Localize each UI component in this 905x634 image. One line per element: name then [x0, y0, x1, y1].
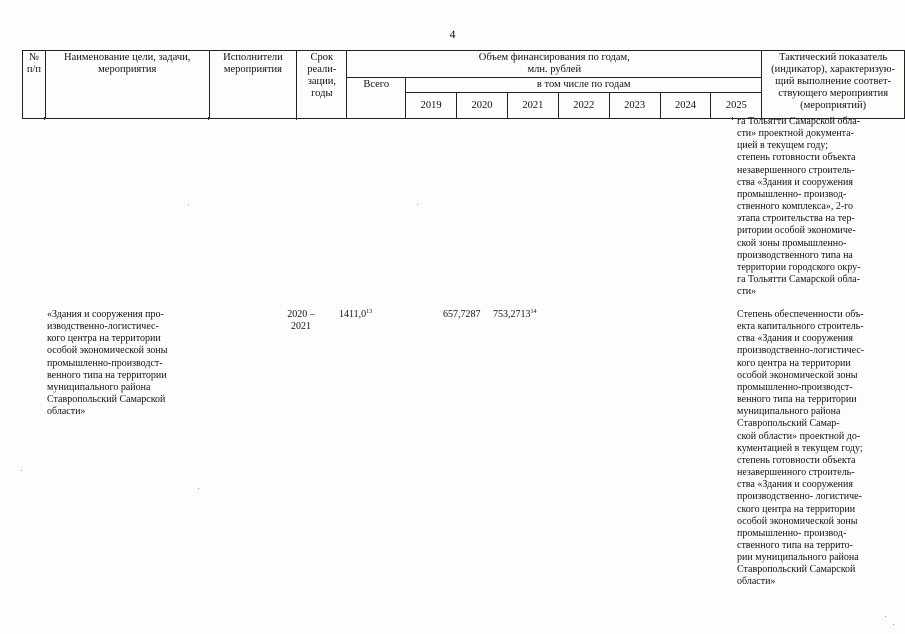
header-total: Всего [347, 78, 406, 119]
header-table [22, 50, 905, 119]
header-num: № п/п [23, 51, 46, 119]
header-by-years: в том числе по годам [406, 78, 762, 93]
column-rule [296, 117, 297, 120]
row2-2020: 657,7287 [443, 309, 481, 320]
scan-speck [21, 470, 22, 471]
row2-indicator: Степень обеспеченности объ- екта капитального строитель- ства «Здания и сооружения производственно-логистичес- кого центра на территории особой экономической зоны промышленно-производст- венного типа на территории муниципального района Ставропольский Самар- ской области» проектной до- кументацией в текущем году; степень готовности объекта незавершенного строитель- ства «Здания и сооружения производственно- логистиче- ского центра на территории особой экономической зоны промышленно- производ- ственного типа на террито- рии муниципального района Ставропольский Самарской области» [737, 309, 865, 588]
row2-2021 [493, 309, 537, 321]
row2-2021-value: 753,2713 [493, 309, 531, 320]
row2-total-footnote: 13 [366, 309, 373, 315]
row2-total-value: 1411,0 [339, 309, 367, 320]
header-funding: Объем финансирования по годам, млн. рублей [347, 51, 762, 78]
scan-speck [885, 616, 886, 617]
column-rule [732, 117, 733, 120]
column-rule [44, 117, 45, 120]
row2-term: 2020 – 2021 [287, 309, 315, 333]
header-year-2024: 2024 [660, 93, 711, 119]
header-executors: Исполнители мероприятия [209, 51, 297, 119]
header-year-2025: 2025 [711, 93, 762, 119]
header-name: Наименование цели, задачи, мероприятия [45, 51, 209, 119]
header-term: Срок реали- зации, годы [297, 51, 347, 119]
scan-speck [417, 204, 418, 205]
row2-total [339, 309, 372, 321]
scan-speck [893, 624, 894, 625]
header-year-2019: 2019 [406, 93, 457, 119]
row2-2021-footnote: 14 [530, 309, 537, 315]
column-rule [208, 117, 209, 120]
header-year-2021: 2021 [507, 93, 558, 119]
row1-indicator: га Тольятти Самарской обла- сти» проектной документа- цией в текущем году; степень готовности объекта незавершенного строитель- ства «Здания и сооружения промышленно- производ- ственного комплекса», 2-го этапа строительства на тер- ритории особой экономиче- ской зоны промышленно- производственного типа на территории городского окру- га Тольятти Самарской обла- сти» [737, 116, 861, 298]
page-number: 4 [449, 27, 456, 41]
scan-speck [198, 488, 199, 489]
header-year-2023: 2023 [609, 93, 660, 119]
header-indicator: Тактический показатель (индикатор), характеризую- щий выполнение соответ- ствующего мероприятия (мероприятий) [762, 51, 905, 119]
header-year-2020: 2020 [457, 93, 508, 119]
header-year-2022: 2022 [558, 93, 609, 119]
row2-name: «Здания и сооружения про- изводственно-логистичес- кого центра на территории особой экономической зоны промышленно-производст- венного типа на территории муниципального района Ставропольский Самарской области» [47, 309, 168, 418]
scan-speck [188, 204, 189, 205]
